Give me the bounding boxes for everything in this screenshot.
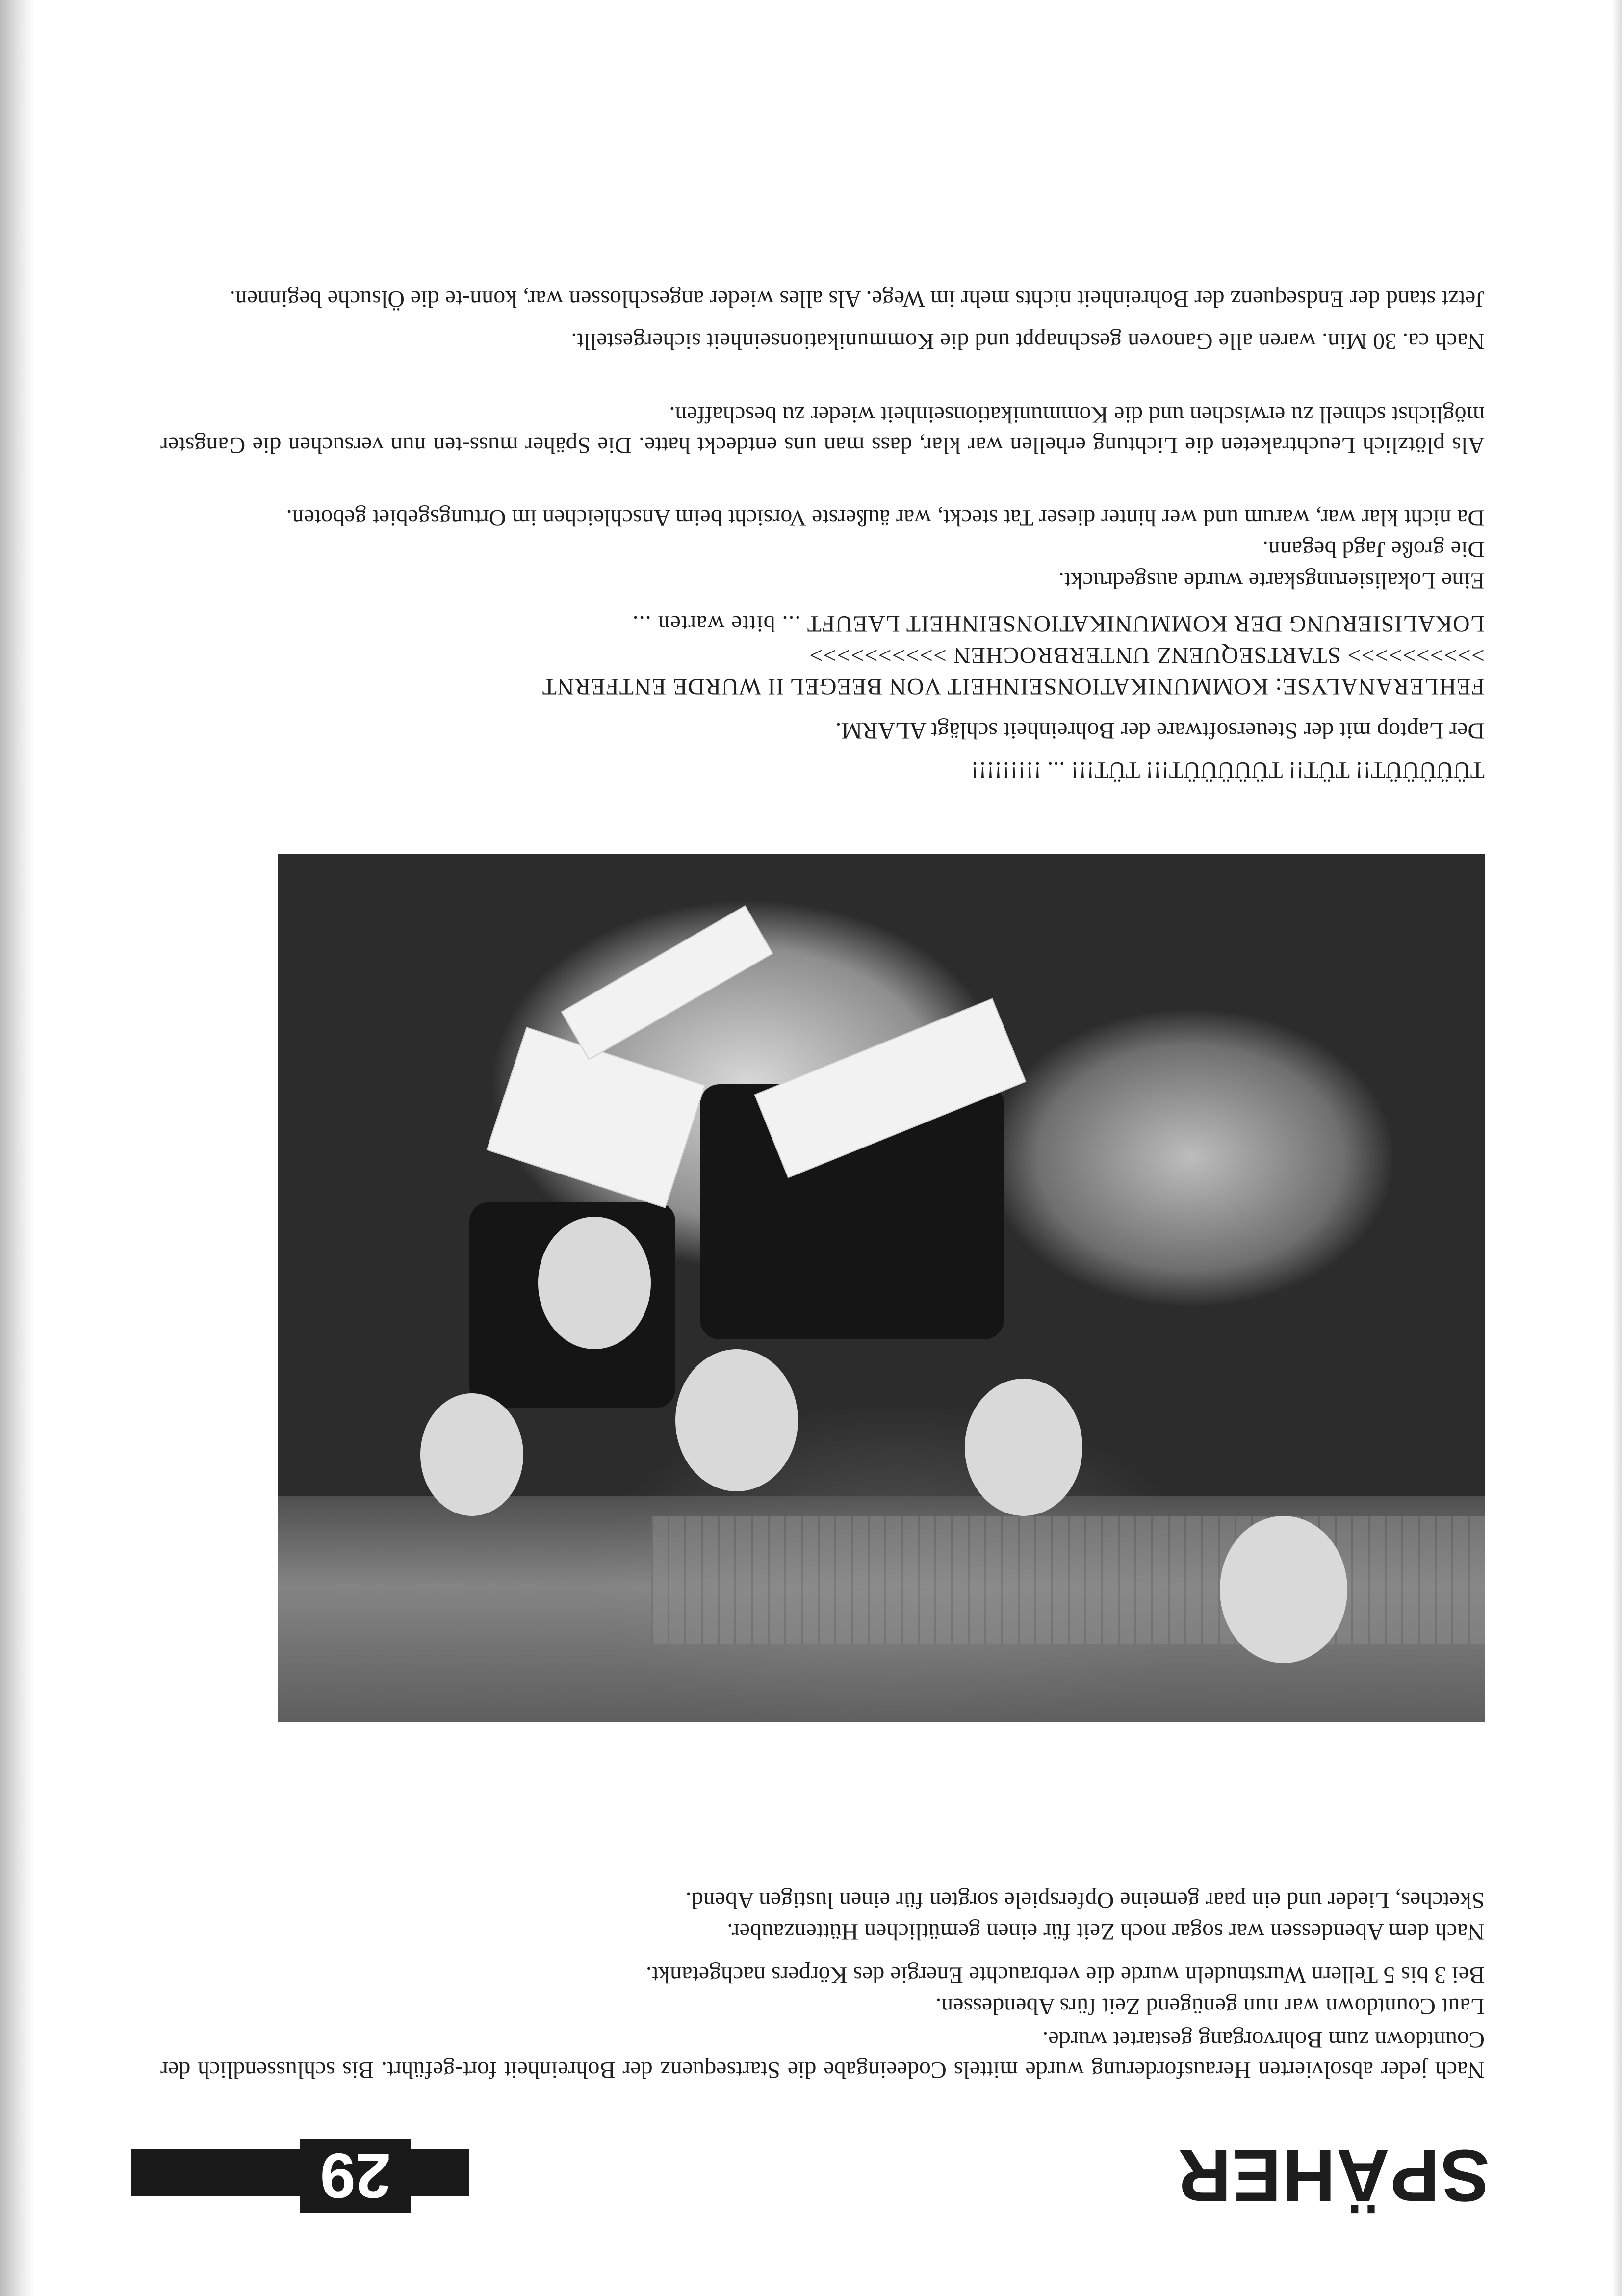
paragraph-dinner: Bei 3 bis 5 Tellern Wurstnudeln wurde die verbrauchte Energie des Körpers nachgetankt. — [645, 1962, 1485, 1988]
laptop-alarm-line: Der Laptop mit der Steuersoftware der Bohreinheit schlägt ALARM. — [835, 718, 1485, 744]
paragraph-flares: Als plötzlich Leuchtraketen die Lichtung erhellen war klar, dass man uns entdeckt hatte. Die Späher muss-ten nun versuchen die Gangster möglichst schnell zu erwischen und die Kommunikationseinheit wieder zu beschaffen. — [160, 402, 1485, 458]
paragraph-caught: Nach ca. 30 Min. waren alle Ganoven geschnappt und die Kommunikationseinheit sichergestellt. — [571, 328, 1485, 354]
paragraph-map-printed: Eine Lokalisierungskarte wurde ausgedruckt. — [1058, 568, 1485, 594]
paragraph-caution: Da nicht klar war, warum und wer hinter dieser Tat steckt, war äußerste Vorsicht beim Anschleichen im Ortungsgebiet geboten. — [286, 505, 1485, 531]
error-analysis: FEHLERANALYSE: KOMMUNIKATIONSEINHEIT VON BEEGEL II WURDE ENTFERNT — [541, 674, 1485, 700]
startsequence-interrupted: >>>>>>>>>> STARTSEQUENZ UNTERBROCHEN >>>>>>>>>> — [809, 642, 1485, 668]
paragraph-hunt-began: Die große Jagd begann. — [1262, 536, 1485, 562]
localization-running: LOKALISIERUNG DER KOMMUNIKATIONSEINHEIT LAEUFT ... bitte warten ... — [632, 611, 1485, 637]
alarm-line: TÜÜÜÜÜT!! TÜT!! TÜÜÜÜÜT!!! TÜT!!! ... !!!!!!!!! — [971, 757, 1485, 783]
paragraph-oil-search: Jetzt stand der Endsequenz der Bohreinheit nichts mehr im Wege. Als alles wieder angeschlossen war, konn-te die Ölsuche beginnen. — [229, 286, 1485, 312]
paragraph-challenge: Nach jeder absolvierten Herausforderung wurde mittels Codeeingabe die Startsequenz der Bohreinheit fort-geführt. Bis schlussendlich der Countdown zum Bohrvorgang gestartet wurde. — [160, 2027, 1485, 2083]
section-title: SPÄHER — [1177, 2135, 1490, 2217]
paragraph-sketches: Sketches, Lieder und ein paar gemeine Opferspiele sorgten für einen lustigen Abend. — [685, 1887, 1485, 1913]
page-header — [131, 2134, 1490, 2218]
group-photo — [278, 854, 1485, 1722]
page-number: 29 — [300, 2139, 411, 2213]
paragraph-countdown: Laut Countdown war nun genügend Zeit fürs Abendessen. — [935, 1993, 1485, 2019]
paragraph-hut-magic: Nach dem Abendessen war sogar noch Zeit für einen gemütlichen Hüttenzauber. — [727, 1919, 1485, 1945]
